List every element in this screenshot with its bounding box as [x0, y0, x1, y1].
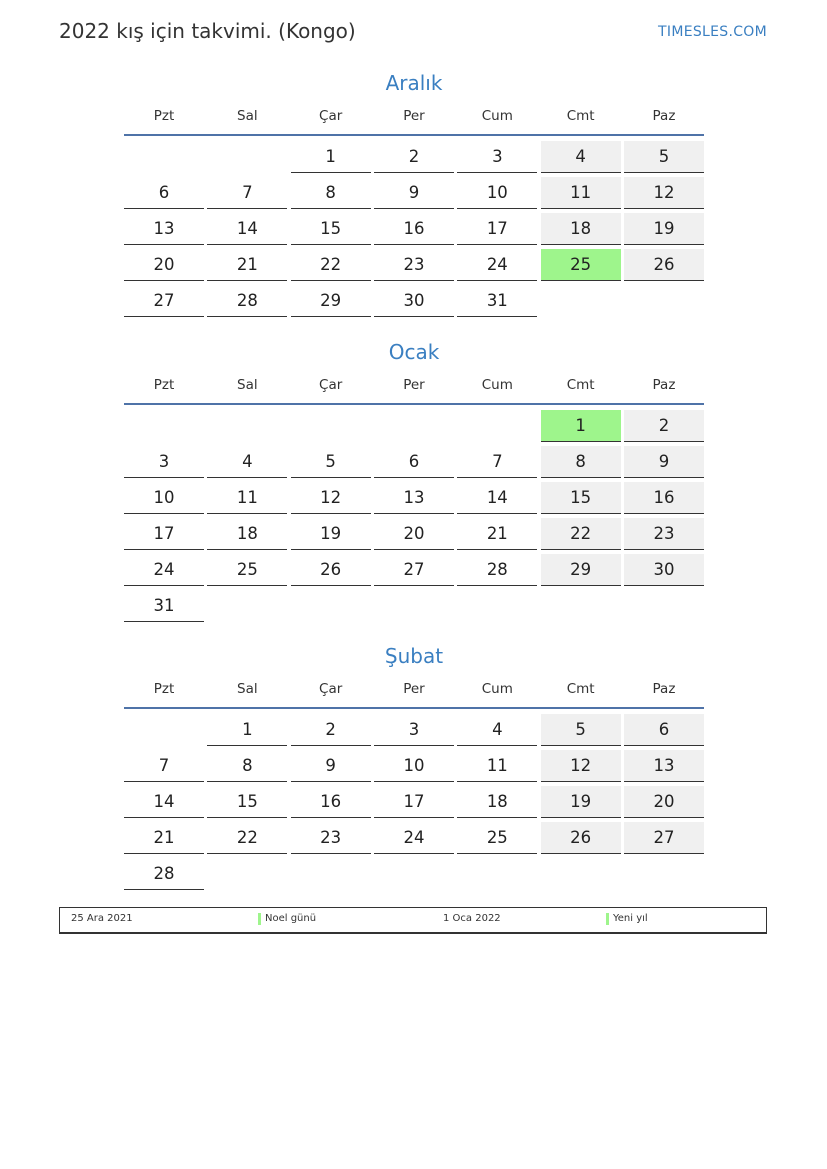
day-cell[interactable]: 6	[124, 177, 204, 209]
empty-day-cell	[291, 858, 371, 890]
day-cell[interactable]: 13	[624, 750, 704, 782]
day-cell[interactable]: 16	[374, 213, 454, 245]
day-cell[interactable]: 2	[291, 714, 371, 746]
empty-day-cell	[624, 858, 704, 890]
weekday-label: Per	[403, 377, 425, 393]
day-cell[interactable]: 12	[291, 482, 371, 514]
day-cell[interactable]: 3	[457, 141, 537, 173]
day-cell[interactable]: 1	[291, 141, 371, 173]
holiday-day-cell[interactable]: 25	[541, 249, 621, 281]
empty-day-cell	[541, 285, 621, 317]
empty-day-cell	[541, 858, 621, 890]
day-cell[interactable]: 3	[124, 446, 204, 478]
day-cell[interactable]: 24	[457, 249, 537, 281]
day-cell[interactable]: 9	[374, 177, 454, 209]
weekday-label: Cmt	[566, 681, 595, 697]
day-cell[interactable]: 31	[457, 285, 537, 317]
day-cell[interactable]: 17	[124, 518, 204, 550]
empty-day-cell	[541, 590, 621, 622]
month-december	[124, 68, 704, 317]
day-cell[interactable]: 23	[624, 518, 704, 550]
day-cell[interactable]: 15	[291, 213, 371, 245]
month-title: Aralık	[385, 71, 443, 95]
empty-day-cell	[457, 410, 537, 442]
day-cell[interactable]: 3	[374, 714, 454, 746]
day-cell[interactable]: 4	[541, 141, 621, 173]
day-cell[interactable]: 9	[291, 750, 371, 782]
day-cell[interactable]: 14	[457, 482, 537, 514]
day-cell[interactable]: 11	[207, 482, 287, 514]
holiday-legend	[59, 907, 767, 934]
weekday-label: Per	[403, 681, 425, 697]
legend-color-marker	[258, 913, 261, 925]
day-cell[interactable]: 20	[624, 786, 704, 818]
day-cell[interactable]: 23	[374, 249, 454, 281]
day-cell[interactable]: 14	[207, 213, 287, 245]
empty-day-cell	[457, 858, 537, 890]
day-cell[interactable]: 10	[124, 482, 204, 514]
day-cell[interactable]: 18	[207, 518, 287, 550]
day-cell[interactable]: 29	[541, 554, 621, 586]
day-cell[interactable]: 18	[457, 786, 537, 818]
weekday-label: Per	[403, 108, 425, 124]
day-cell[interactable]: 27	[374, 554, 454, 586]
day-cell[interactable]: 18	[541, 213, 621, 245]
day-cell[interactable]: 7	[457, 446, 537, 478]
day-cell[interactable]: 30	[374, 285, 454, 317]
weekday-label: Paz	[652, 108, 676, 124]
legend-date-2: 1 Oca 2022	[443, 913, 501, 924]
weekday-label: Pzt	[153, 681, 175, 697]
day-cell[interactable]: 21	[457, 518, 537, 550]
weekday-label: Pzt	[153, 377, 175, 393]
empty-day-cell	[624, 590, 704, 622]
day-cell[interactable]: 1	[207, 714, 287, 746]
empty-day-cell	[124, 714, 204, 746]
day-cell[interactable]: 31	[124, 590, 204, 622]
day-cell[interactable]: 22	[207, 822, 287, 854]
day-cell[interactable]: 8	[291, 177, 371, 209]
legend-color-marker	[606, 913, 609, 925]
day-cell[interactable]: 25	[207, 554, 287, 586]
day-cell[interactable]: 28	[457, 554, 537, 586]
weekday-label: Pzt	[153, 108, 175, 124]
day-cell[interactable]: 14	[124, 786, 204, 818]
legend-holiday-name: Noel günü	[265, 913, 317, 924]
day-cell[interactable]: 5	[624, 141, 704, 173]
day-cell[interactable]: 8	[541, 446, 621, 478]
day-cell[interactable]: 20	[374, 518, 454, 550]
day-cell[interactable]: 9	[624, 446, 704, 478]
day-cell[interactable]: 15	[207, 786, 287, 818]
day-cell[interactable]: 21	[124, 822, 204, 854]
day-cell[interactable]: 16	[291, 786, 371, 818]
site-link[interactable]: TIMESLES.COM	[658, 24, 767, 40]
day-cell[interactable]: 8	[207, 750, 287, 782]
legend-holiday-2	[606, 913, 648, 924]
empty-day-cell	[374, 410, 454, 442]
day-cell[interactable]: 26	[291, 554, 371, 586]
weekday-label: Cmt	[566, 108, 595, 124]
empty-day-cell	[207, 590, 287, 622]
legend-date-1: 25 Ara 2021	[71, 913, 133, 924]
day-cell[interactable]: 23	[291, 822, 371, 854]
empty-day-cell	[624, 285, 704, 317]
weekday-header	[124, 671, 704, 709]
weekday-label: Çar	[319, 377, 343, 393]
day-cell[interactable]: 21	[207, 249, 287, 281]
day-cell[interactable]: 6	[624, 714, 704, 746]
day-grid	[124, 410, 704, 622]
day-cell[interactable]: 24	[124, 554, 204, 586]
day-cell[interactable]: 30	[624, 554, 704, 586]
weekday-label: Paz	[652, 681, 676, 697]
day-cell[interactable]: 20	[124, 249, 204, 281]
empty-day-cell	[207, 858, 287, 890]
weekday-label: Çar	[319, 681, 343, 697]
day-cell[interactable]: 27	[124, 285, 204, 317]
day-cell[interactable]: 2	[624, 410, 704, 442]
month-title: Şubat	[384, 644, 444, 668]
weekday-label: Çar	[319, 108, 343, 124]
empty-day-cell	[124, 410, 204, 442]
day-cell[interactable]: 7	[124, 750, 204, 782]
day-cell[interactable]: 7	[207, 177, 287, 209]
month-title: Ocak	[388, 340, 440, 364]
page-title: 2022 kış için takvimi. (Kongo)	[59, 19, 356, 43]
empty-day-cell	[124, 141, 204, 173]
empty-day-cell	[374, 858, 454, 890]
day-cell[interactable]: 28	[124, 858, 204, 890]
weekday-label: Cmt	[566, 377, 595, 393]
day-cell[interactable]: 22	[541, 518, 621, 550]
day-cell[interactable]: 12	[541, 750, 621, 782]
empty-day-cell	[457, 590, 537, 622]
weekday-label: Sal	[237, 108, 258, 124]
day-cell[interactable]: 28	[207, 285, 287, 317]
day-cell[interactable]: 5	[541, 714, 621, 746]
weekday-label: Sal	[237, 377, 258, 393]
weekday-label: Cum	[481, 377, 513, 393]
day-cell[interactable]: 26	[541, 822, 621, 854]
empty-day-cell	[207, 410, 287, 442]
day-cell[interactable]: 29	[291, 285, 371, 317]
day-cell[interactable]: 24	[374, 822, 454, 854]
day-cell[interactable]: 19	[291, 518, 371, 550]
weekday-label: Cum	[481, 108, 513, 124]
day-cell[interactable]: 15	[541, 482, 621, 514]
day-cell[interactable]: 26	[624, 249, 704, 281]
day-cell[interactable]: 13	[374, 482, 454, 514]
day-cell[interactable]: 17	[374, 786, 454, 818]
day-cell[interactable]: 11	[541, 177, 621, 209]
day-cell[interactable]: 22	[291, 249, 371, 281]
day-cell[interactable]: 6	[374, 446, 454, 478]
month-february	[124, 641, 704, 890]
day-cell[interactable]: 27	[624, 822, 704, 854]
empty-day-cell	[207, 141, 287, 173]
day-cell[interactable]: 16	[624, 482, 704, 514]
day-cell[interactable]: 17	[457, 213, 537, 245]
day-cell[interactable]: 19	[541, 786, 621, 818]
day-cell[interactable]: 2	[374, 141, 454, 173]
weekday-label: Cum	[481, 681, 513, 697]
day-cell[interactable]: 12	[624, 177, 704, 209]
empty-day-cell	[291, 410, 371, 442]
day-cell[interactable]: 4	[457, 714, 537, 746]
weekday-label: Paz	[652, 377, 676, 393]
day-cell[interactable]: 5	[291, 446, 371, 478]
day-cell[interactable]: 19	[624, 213, 704, 245]
month-january	[124, 337, 704, 622]
weekday-header	[124, 98, 704, 136]
legend-holiday-name: Yeni yıl	[613, 913, 648, 924]
day-cell[interactable]: 11	[457, 750, 537, 782]
empty-day-cell	[291, 590, 371, 622]
day-cell[interactable]: 25	[457, 822, 537, 854]
day-cell[interactable]: 4	[207, 446, 287, 478]
holiday-day-cell[interactable]: 1	[541, 410, 621, 442]
weekday-label: Sal	[237, 681, 258, 697]
day-cell[interactable]: 10	[457, 177, 537, 209]
empty-day-cell	[374, 590, 454, 622]
weekday-header	[124, 367, 704, 405]
legend-holiday-1	[258, 913, 316, 924]
day-grid	[124, 141, 704, 317]
day-cell[interactable]: 13	[124, 213, 204, 245]
day-grid	[124, 714, 704, 890]
day-cell[interactable]: 10	[374, 750, 454, 782]
